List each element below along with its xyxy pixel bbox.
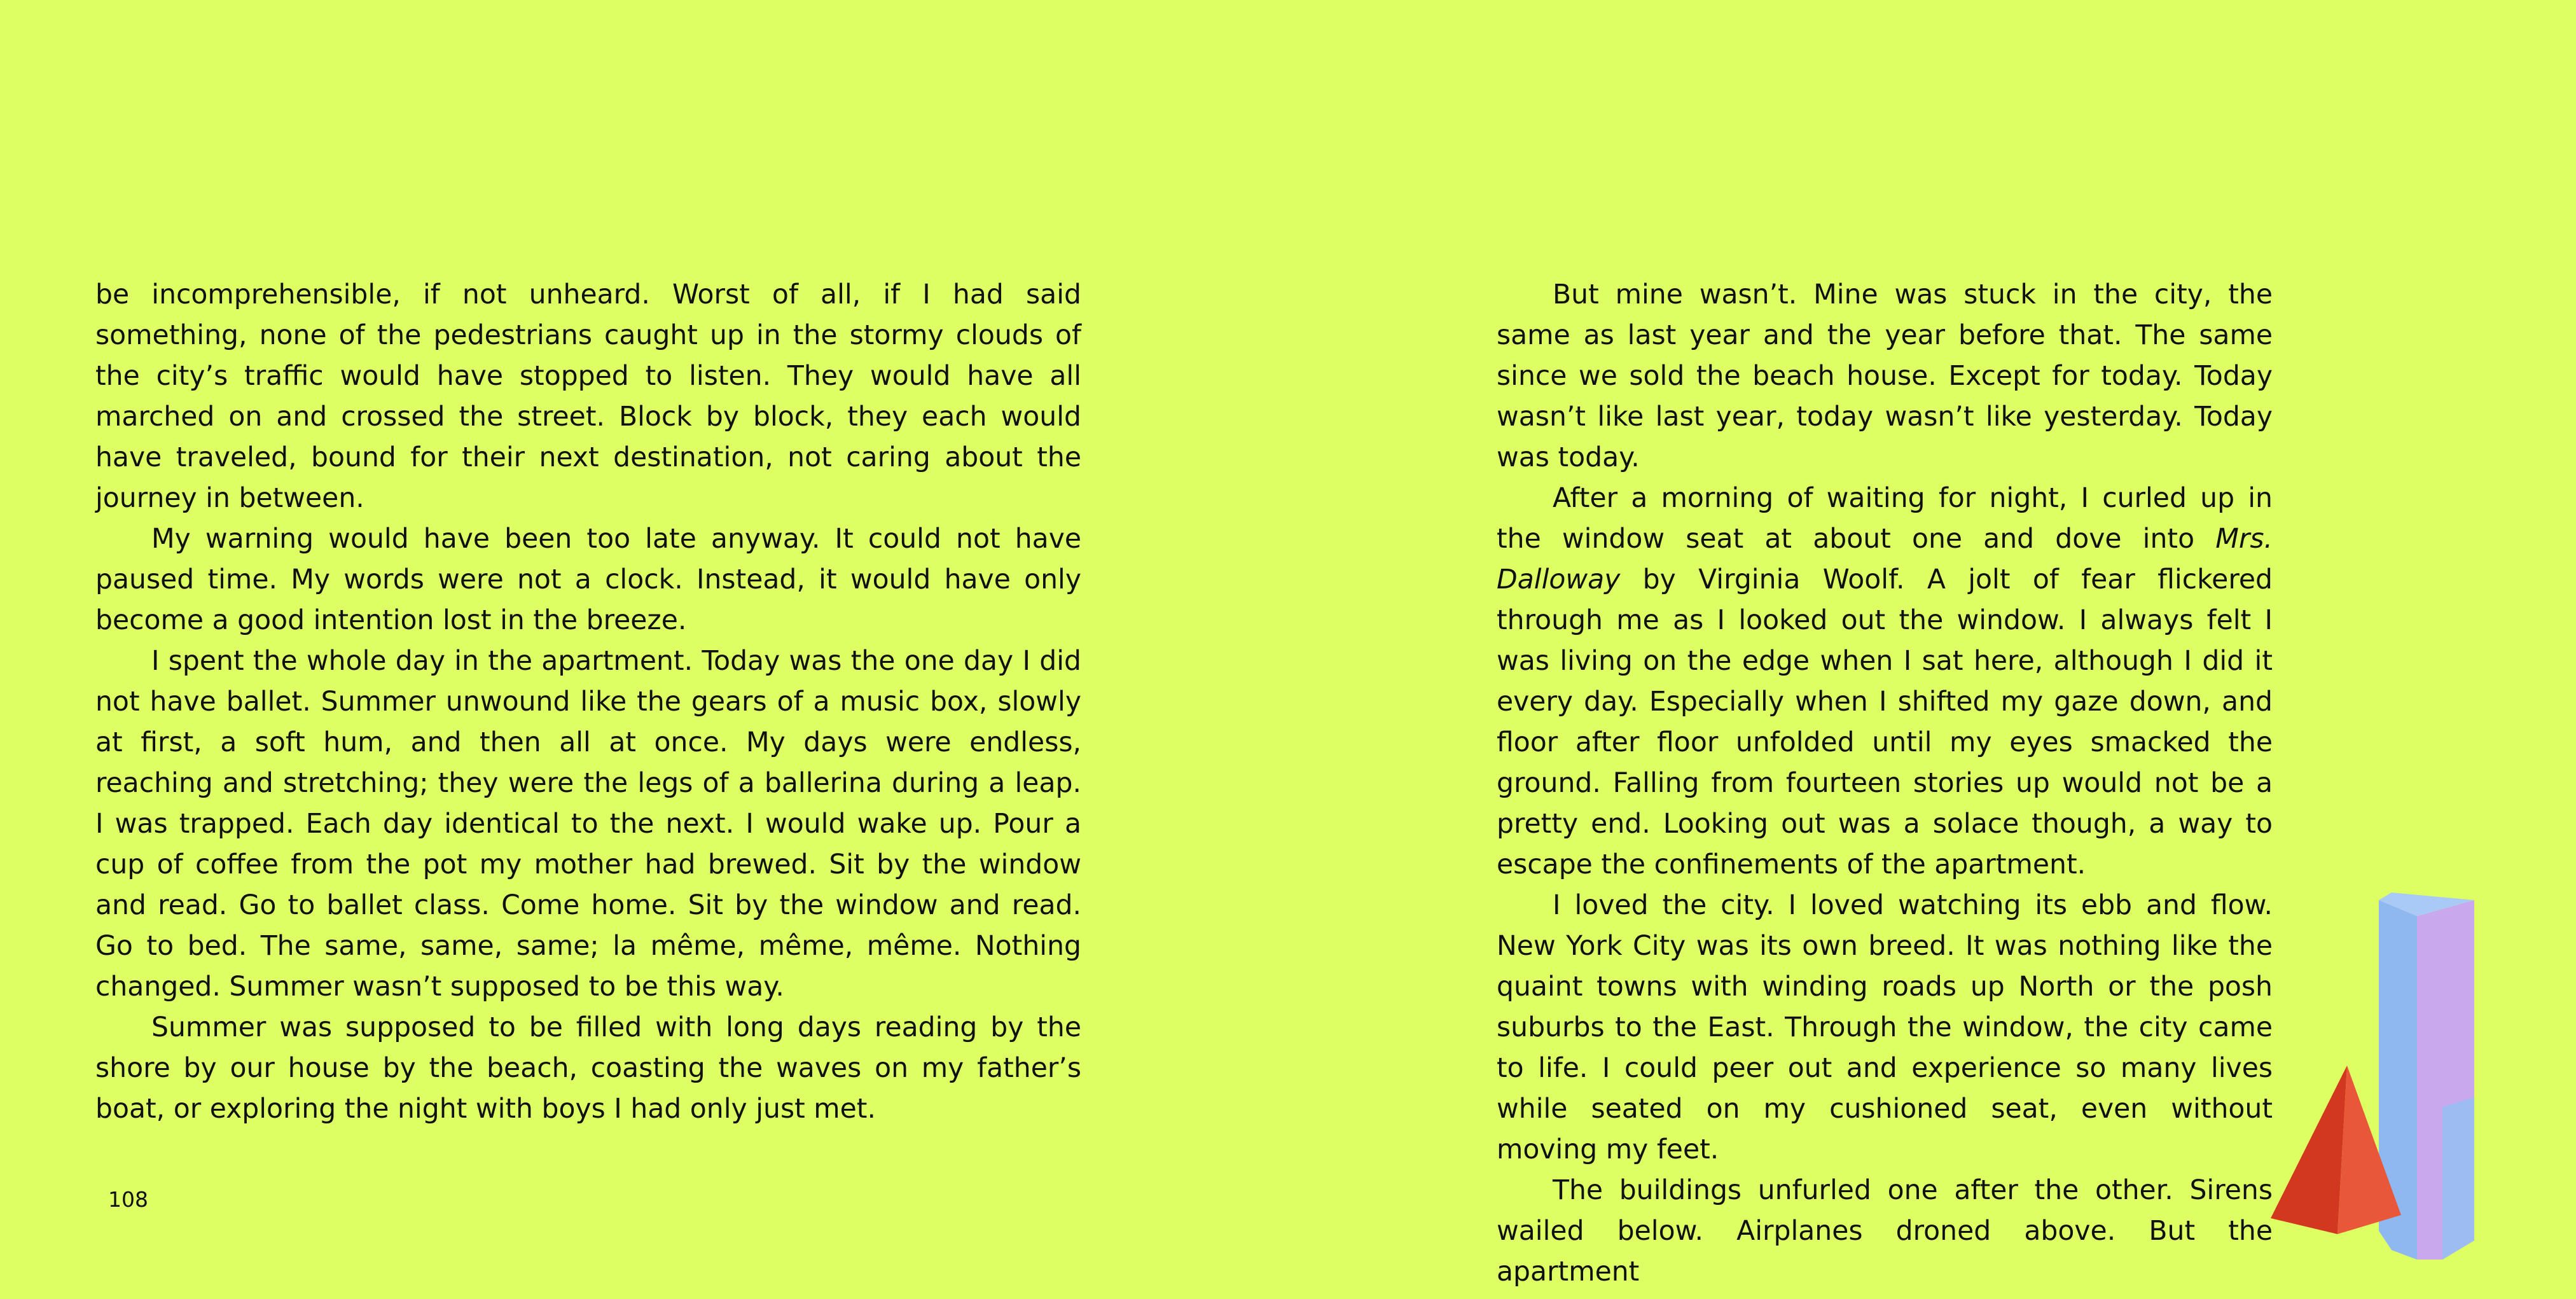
- painted-pyramid-and-prism-icon: [2264, 887, 2493, 1263]
- page-number: 108: [108, 1187, 148, 1212]
- paragraph: be incomprehensible, if not unheard. Worst of all, if I had said something, none of the pedestrians caught up in the stormy clouds of the city’s traffic would have stopped to listen. They would have all marched on and crossed the street. Block by block, they each would have traveled, bound for their next destination, not caring about the journey in between.: [95, 279, 1081, 514]
- left-page-text: [95, 275, 1081, 1130]
- paragraph: My warning would have been too late anyway. It could not have paused time. My words were not a clock. Instead, it would have only become a good intention lost in the breeze.: [95, 524, 1081, 636]
- pyramid-shadow-face: [2271, 1066, 2347, 1234]
- left-page: [0, 0, 1288, 1265]
- paragraph: I spent the whole day in the apartment. Today was the one day I did not have ballet. Summer unwound like the gears of a music box, slowly at first, a soft hum, and then all at once. My days were endless, reaching and stretching; they were the legs of a ballerina during a leap. I was trapped. Each day identical to the next. I would wake up. Pour a cup of coffee from the pot my mother had brewed. Sit by the window and read. Go to ballet class. Come home. Sit by the window and read. Go to bed. The same, same, same; la même, même, même. Nothing changed. Summer wasn’t supposed to be this way.: [95, 646, 1081, 1003]
- paragraph-text: After a morning of waiting for night, I curled up in the window seat at about one and dove into: [1497, 483, 2273, 555]
- prism-lower-front: [2442, 1097, 2474, 1260]
- book-title: Mrs. Dalloway: [1497, 524, 2273, 595]
- paragraph: Summer was supposed to be filled with long days reading by the shore by our house by the beach, coasting the waves on my father’s boat, or exploring the night with boys I had only just met.: [95, 1012, 1081, 1125]
- paragraph: I loved the city. I loved watching its ebb and flow. New York City was its own breed. It was nothing like the quaint towns with winding roads up North or the posh suburbs to the East. Through the window, the city came to life. I could peer out and experience so many lives while seated on my cushioned seat, even without moving my feet.: [1497, 890, 2273, 1165]
- paragraph: [1497, 478, 2483, 886]
- paragraph-text: by Virginia Woolf. A jolt of fear flickered through me as I looked out the window. I always felt I was living on the edge when I sat here, although I did it every day. Especially when I shifted my gaze down, and floor after floor unfolded until my eyes smacked the ground. Falling from fourteen stories up would not be a pretty end. Looking out was a solace though, a way to escape the confinements of the apartment.: [1497, 564, 2273, 880]
- paragraph: The buildings unfurled one after the other. Sirens wailed below. Airplanes droned above. But the apartment: [1497, 1175, 2273, 1288]
- paragraph: But mine wasn’t. Mine was stuck in the city, the same as last year and the year before that. The same since we sold the beach house. Except for today. Today wasn’t like last year, today wasn’t like yesterday. Today was today.: [1497, 279, 2273, 473]
